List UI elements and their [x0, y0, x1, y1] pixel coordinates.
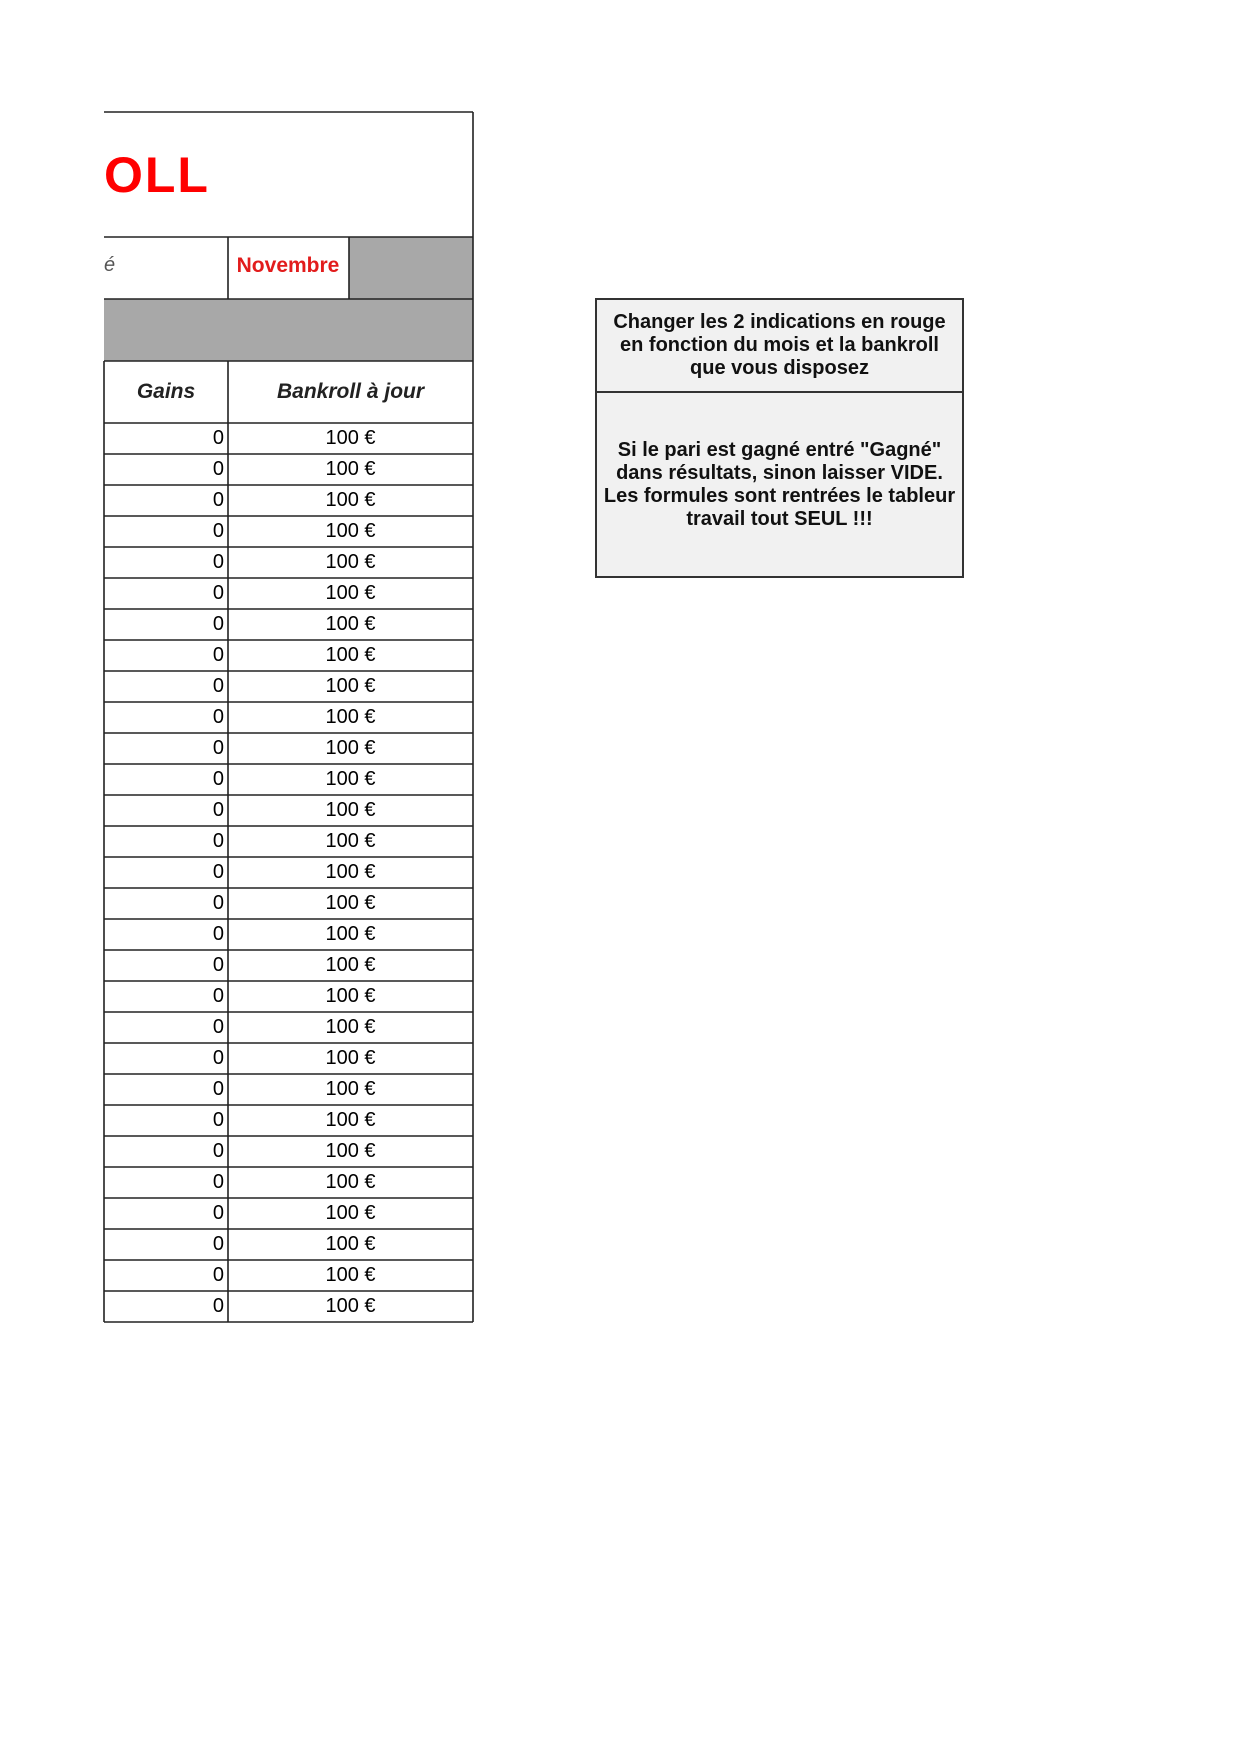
- bankroll-cell[interactable]: 100 €: [325, 768, 376, 790]
- gains-cell[interactable]: 0: [212, 768, 224, 790]
- bankroll-cell[interactable]: 100 €: [325, 799, 376, 821]
- gains-cell[interactable]: 0: [212, 923, 224, 945]
- bankroll-cell[interactable]: 100 €: [325, 892, 376, 914]
- gains-cell[interactable]: 0: [212, 675, 224, 697]
- bankroll-cell[interactable]: 100 €: [325, 458, 376, 480]
- gains-cell[interactable]: 0: [212, 706, 224, 728]
- gains-cell[interactable]: 0: [212, 737, 224, 759]
- bankroll-cell[interactable]: 100 €: [325, 1171, 376, 1193]
- gains-cell[interactable]: 0: [212, 861, 224, 883]
- bankroll-cell[interactable]: 100 €: [325, 675, 376, 697]
- gains-cell[interactable]: 0: [212, 1078, 224, 1100]
- bankroll-cell[interactable]: 100 €: [325, 520, 376, 542]
- month-input-cell[interactable]: Novembre: [236, 254, 340, 277]
- gains-cell[interactable]: 0: [212, 1016, 224, 1038]
- bankroll-cell[interactable]: 100 €: [325, 923, 376, 945]
- bankroll-cell[interactable]: 100 €: [325, 985, 376, 1007]
- gains-cell[interactable]: 0: [212, 799, 224, 821]
- gains-cell[interactable]: 0: [212, 1140, 224, 1162]
- bankroll-cell[interactable]: 100 €: [325, 1264, 376, 1286]
- bankroll-cell[interactable]: 100 €: [325, 427, 376, 449]
- gains-cell[interactable]: 0: [212, 1264, 224, 1286]
- bankroll-cell[interactable]: 100 €: [325, 644, 376, 666]
- bankroll-cell[interactable]: 100 €: [325, 706, 376, 728]
- bankroll-cell[interactable]: 100 €: [325, 582, 376, 604]
- bankroll-cell[interactable]: 100 €: [325, 1202, 376, 1224]
- bankroll-cell[interactable]: 100 €: [325, 489, 376, 511]
- column-header-gains: Gains: [136, 380, 196, 403]
- gains-cell[interactable]: 0: [212, 1047, 224, 1069]
- bankroll-cell[interactable]: 100 €: [325, 1233, 376, 1255]
- column-header-bankroll: Bankroll à jour: [276, 380, 425, 403]
- gains-cell[interactable]: 0: [212, 1202, 224, 1224]
- bankroll-cell[interactable]: 100 €: [325, 861, 376, 883]
- bankroll-cell[interactable]: 100 €: [325, 1109, 376, 1131]
- gains-cell[interactable]: 0: [212, 1171, 224, 1193]
- gains-cell[interactable]: 0: [212, 582, 224, 604]
- sheet-title: OLL: [104, 147, 210, 203]
- gains-cell[interactable]: 0: [212, 830, 224, 852]
- gains-cell[interactable]: 0: [212, 1233, 224, 1255]
- gains-cell[interactable]: 0: [212, 427, 224, 449]
- bankroll-cell[interactable]: 100 €: [325, 954, 376, 976]
- gains-cell[interactable]: 0: [212, 1295, 224, 1317]
- gains-cell[interactable]: 0: [212, 644, 224, 666]
- bankroll-cell[interactable]: 100 €: [325, 1078, 376, 1100]
- gains-cell[interactable]: 0: [212, 954, 224, 976]
- gains-cell[interactable]: 0: [212, 489, 224, 511]
- gray-band: [104, 299, 473, 361]
- gains-cell[interactable]: 0: [212, 613, 224, 635]
- gains-cell[interactable]: 0: [212, 892, 224, 914]
- bankroll-cell[interactable]: 100 €: [325, 613, 376, 635]
- bankroll-cell[interactable]: 100 €: [325, 1016, 376, 1038]
- gains-cell[interactable]: 0: [212, 520, 224, 542]
- bankroll-cell[interactable]: 100 €: [325, 1140, 376, 1162]
- month-label: é: [104, 254, 116, 276]
- instructions-note: Changer les 2 indications en rouge en fonction du mois et la bankroll que vous disposez: [595, 298, 964, 393]
- gains-cell[interactable]: 0: [212, 551, 224, 573]
- bankroll-cell[interactable]: 100 €: [325, 551, 376, 573]
- gains-cell[interactable]: 0: [212, 1109, 224, 1131]
- bankroll-cell[interactable]: 100 €: [325, 1295, 376, 1317]
- bankroll-cell[interactable]: 100 €: [325, 737, 376, 759]
- bankroll-cell[interactable]: 100 €: [325, 1047, 376, 1069]
- result-help-note: Si le pari est gagné entré "Gagné" dans résultats, sinon laisser VIDE. Les formules sont rentrées le tableur travail tout SEUL !!!: [595, 391, 964, 578]
- bankroll-cell[interactable]: 100 €: [325, 830, 376, 852]
- gains-cell[interactable]: 0: [212, 985, 224, 1007]
- month-gray-cell: [349, 237, 473, 299]
- gains-cell[interactable]: 0: [212, 458, 224, 480]
